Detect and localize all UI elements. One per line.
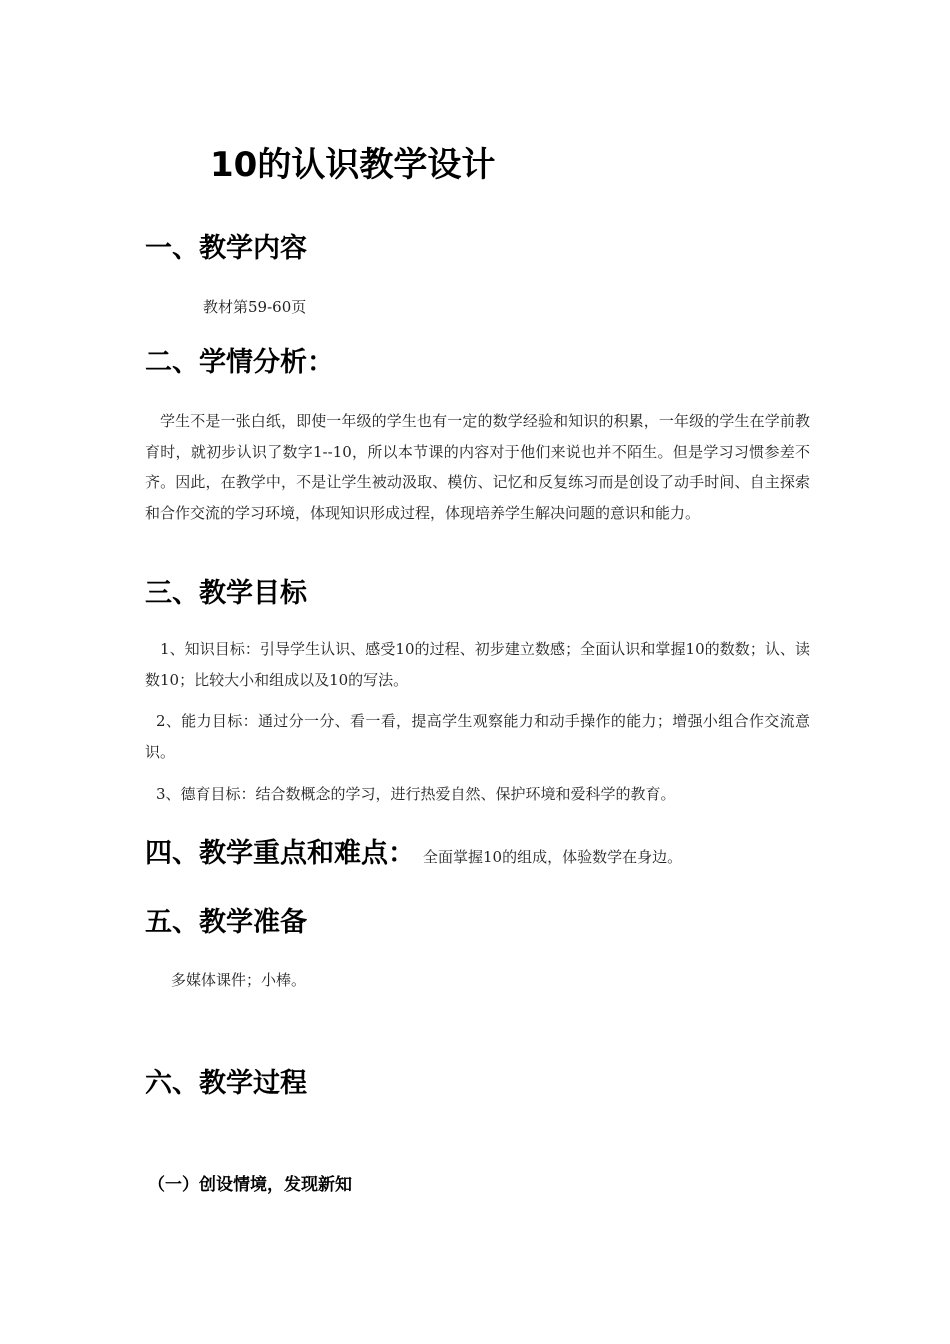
section-heading-content: 一、教学内容 (145, 233, 307, 264)
keypoints-text: 全面掌握10的组成，体验数学在身边。 (423, 848, 683, 866)
keypoints-heading-label: 四、教学重点和难点： (145, 838, 415, 869)
goal-item-ability: 2、能力目标：通过分一分、看一看，提高学生观察能力和动手操作的能力；增强小组合作交流意识。 (145, 712, 810, 761)
section-heading-goals: 三、教学目标 (145, 578, 307, 609)
section-heading-preparation: 五、教学准备 (145, 907, 307, 938)
section-text-analysis: 学生不是一张白纸，即使一年级的学生也有一定的数学经验和知识的积累，一年级的学生在学前教育时，就初步认识了数字1--10，所以本节课的内容对于他们来说也并不陌生。但是学习习惯参差不齐。因此，在教学中，不是让学生被动汲取、模仿、记忆和反复练习而是创设了动手时间、自主探索和合作交流的学习环境，体现知识形成过程，体现培养学生解决问题的意识和能力。 (145, 412, 810, 522)
section-heading-process: 六、教学过程 (145, 1068, 307, 1099)
document-title: 10的认识教学设计 (210, 145, 496, 185)
section-heading-keypoints (145, 836, 682, 875)
goal-item-moral: 3、德育目标：结合数概念的学习，进行热爱自然、保护环境和爱科学的教育。 (156, 785, 676, 803)
goal-item-knowledge: 1、知识目标：引导学生认识、感受10的过程、初步建立数感；全面认识和掌握10的数数；认、读数10；比较大小和组成以及10的写法。 (145, 640, 810, 689)
section-text-content: 教材第59-60页 (203, 298, 307, 316)
process-subheading: （一）创设情境，发现新知 (148, 1175, 352, 1195)
section-heading-analysis: 二、学情分析： (145, 347, 334, 378)
section-text-preparation: 多媒体课件；小棒。 (171, 971, 307, 989)
